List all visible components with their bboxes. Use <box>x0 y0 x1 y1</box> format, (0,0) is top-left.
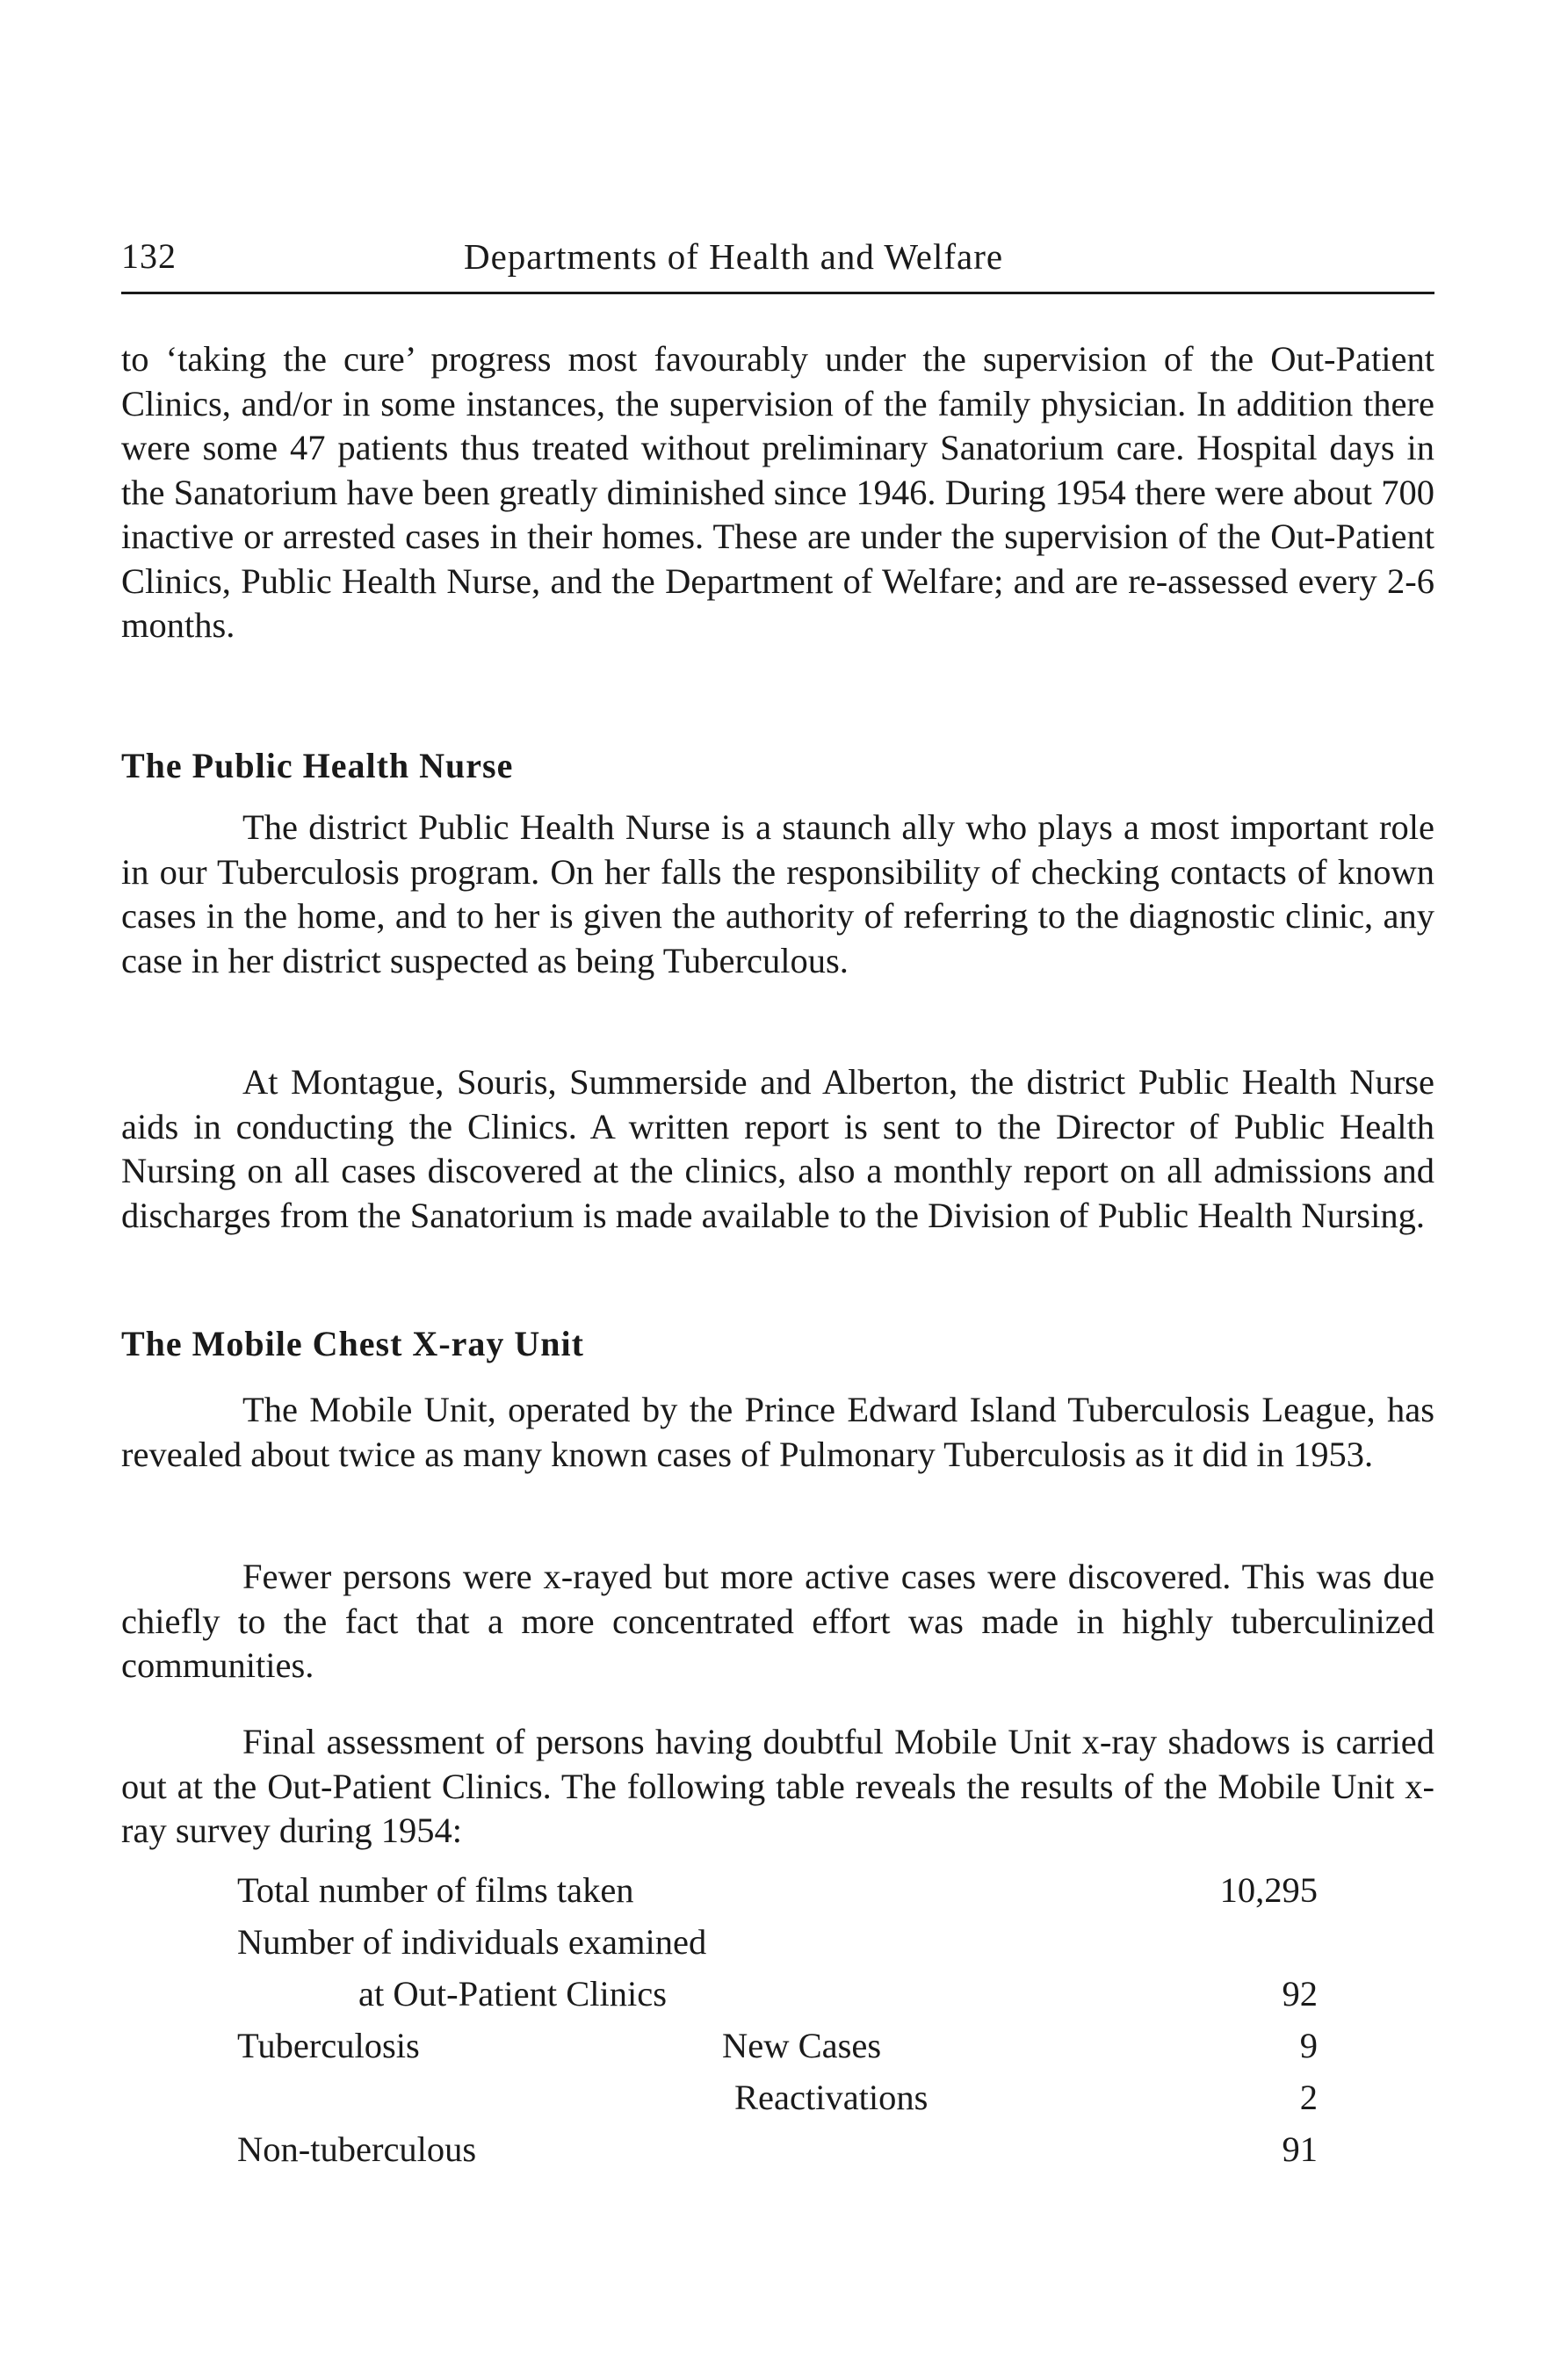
row-value: 92 <box>1282 1974 1318 2013</box>
table-row <box>237 1921 1318 1967</box>
header-rule <box>121 292 1434 294</box>
row-label: Number of individuals examined <box>237 1922 707 1962</box>
row-label: at Out-Patient Clinics <box>358 1974 667 2013</box>
row-value: 10,295 <box>1219 1870 1318 1910</box>
paragraph-clinics-report: At Montague, Souris, Summerside and Alberton, the district Public Health Nurse aids in conducting the Clinics. A written report is sent to the Director of Public Health Nursing on all cases discovered at the clinics, also a monthly report on all admissions and discharges from the Sanatorium is made available to the Division of Public Health Nursing. <box>121 1062 1434 1235</box>
table-row <box>237 2129 1318 2174</box>
paragraph-final-assessment: Final assessment of persons having doubtful Mobile Unit x-ray shadows is carried out at the Out-Patient Clinics. The following table reveals the results of the Mobile Unit x-ray survey during 1954: <box>121 1722 1434 1850</box>
table-row <box>237 1973 1318 2019</box>
row-value: 9 <box>1299 2026 1318 2065</box>
table-row <box>237 2025 1318 2071</box>
table-row <box>237 2077 1318 2122</box>
paragraph-fewer-persons: Fewer persons were x-rayed but more active cases were discovered. This was due chiefly to the fact that a more concentrated effort was made in highly tuberculinized communities. <box>121 1557 1434 1685</box>
row-sublabel: Reactivations <box>734 2078 929 2117</box>
row-label: Total number of films taken <box>237 1870 634 1910</box>
heading-public-health-nurse: The Public Health Nurse <box>121 746 514 785</box>
paragraph-continuation: to ‘taking the cure’ progress most favourably under the supervision of the Out-Patient Clinics, and/or in some instances, the supervision of the family physician. In addition there were some 47 patients thus treated without preliminary Sanatorium care. Hospital days in the Sanatorium have been greatly diminished since 1946. During 1954 there were about 700 inactive or arrested cases in their homes. These are under the supervision of the Out-Patient Clinics, Public Health Nurse, and the Department of Welfare; and are re-assessed every 2-6 months. <box>121 339 1434 645</box>
paragraph-nurse-role: The district Public Health Nurse is a staunch ally who plays a most important role in our Tuberculosis program. On her falls the responsibility of checking contacts of known cases in the home, and to her is given the authority of referring to the diagnostic clinic, any case in her district suspected as being Tuberculous. <box>121 807 1434 980</box>
row-value: 2 <box>1299 2078 1318 2117</box>
row-label: Tuberculosis <box>237 2026 420 2065</box>
row-label: Non-tuberculous <box>237 2129 477 2169</box>
paragraph-mobile-unit: The Mobile Unit, operated by the Prince Edward Island Tuberculosis League, has revealed about twice as many known cases of Pulmonary Tuberculosis as it did in 1953. <box>121 1390 1434 1474</box>
page-header <box>121 235 1434 288</box>
row-sublabel: New Cases <box>722 2026 882 2065</box>
page-number: 132 <box>121 236 177 276</box>
heading-mobile-xray-unit: The Mobile Chest X-ray Unit <box>121 1324 584 1363</box>
running-head: Departments of Health and Welfare <box>464 236 1004 277</box>
table-row <box>237 1869 1318 1915</box>
row-value: 91 <box>1282 2129 1318 2169</box>
